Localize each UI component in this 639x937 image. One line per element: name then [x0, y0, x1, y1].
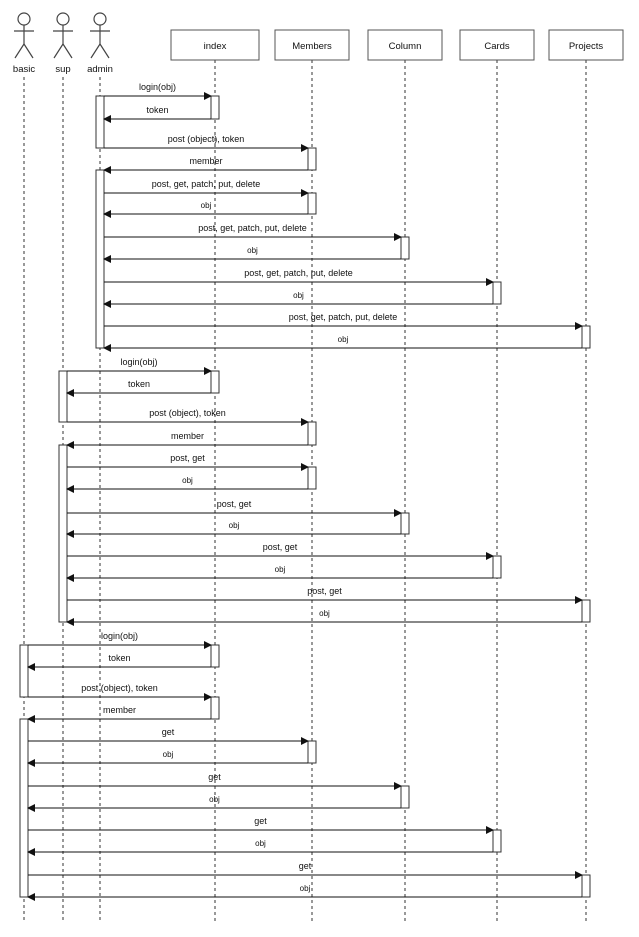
activation-admin: [96, 170, 104, 348]
participant-label: Projects: [568, 41, 604, 52]
message-label: post, get, patch, put, delete: [151, 179, 261, 189]
actor-head-icon: [94, 13, 106, 25]
message-label: get: [254, 816, 267, 826]
message-label: get: [298, 861, 312, 871]
message: [104, 246, 401, 259]
activation-projects: [582, 600, 590, 622]
message-label: obj: [247, 246, 258, 255]
activation-projects: [582, 875, 590, 897]
message: [67, 379, 211, 393]
activation-members: [308, 741, 316, 763]
message: [28, 683, 211, 697]
message-label: post (object), token: [149, 408, 226, 418]
activation-cards: [493, 830, 501, 852]
message: [28, 705, 211, 719]
message-label: post, get: [307, 586, 342, 596]
actor-leg-left: [54, 44, 63, 58]
messages: [28, 82, 582, 897]
message-label: member: [170, 431, 205, 441]
activation-cards: [493, 282, 501, 304]
participant-label: index: [203, 41, 227, 52]
participant-projects: [549, 30, 623, 60]
actor-leg-right: [63, 44, 72, 58]
activation-basic: [20, 645, 28, 697]
message: [67, 357, 211, 371]
message-label: token: [146, 105, 169, 115]
message: [67, 565, 493, 578]
activation-column: [401, 513, 409, 534]
message: [104, 82, 211, 96]
message: [28, 816, 493, 830]
participant-members: [275, 30, 349, 60]
message-label: post (object), token: [81, 683, 158, 693]
message-label: obj: [293, 291, 304, 300]
participant-label: Members: [292, 41, 332, 52]
participant-cards: [460, 30, 534, 60]
message: [104, 312, 582, 326]
activation-members: [308, 193, 316, 214]
message: [28, 861, 582, 875]
activation-projects: [582, 326, 590, 348]
message: [104, 223, 401, 237]
message: [28, 727, 308, 741]
message-label: obj: [200, 201, 212, 210]
message: [104, 134, 308, 148]
message-label: post, get: [170, 453, 205, 463]
message: [28, 631, 211, 645]
message: [67, 499, 401, 513]
participant-label: Column: [388, 41, 422, 52]
actor-label: basic: [12, 64, 36, 75]
message-label: obj: [299, 884, 311, 893]
message: [67, 586, 582, 600]
message: [28, 750, 308, 763]
message-label: get: [161, 727, 175, 737]
message: [28, 839, 493, 852]
message: [104, 105, 211, 119]
message-label: obj: [319, 609, 330, 618]
message: [67, 453, 308, 467]
activation-sup: [59, 371, 67, 422]
message: [28, 884, 582, 897]
message-label: obj: [162, 750, 174, 759]
message-label: get: [208, 772, 221, 782]
message: [104, 179, 308, 193]
actor-admin: [87, 13, 113, 75]
activation-basic: [20, 719, 28, 897]
activation-admin: [96, 96, 104, 148]
message: [104, 291, 493, 304]
lifelines: [24, 60, 586, 922]
message-label: login(obj): [100, 631, 139, 641]
actor-sup: [53, 13, 73, 75]
message-label: post (object), token: [167, 134, 245, 144]
activation-sup: [59, 445, 67, 622]
activation-members: [308, 148, 316, 170]
participant-index: [171, 30, 259, 60]
actor-leg-right: [100, 44, 109, 58]
message-label: obj: [209, 795, 220, 804]
message: [104, 268, 493, 282]
message: [67, 408, 308, 422]
activation-members: [308, 422, 316, 445]
message-label: token: [127, 379, 151, 389]
message-label: login(obj): [138, 82, 177, 92]
message-label: post, get: [216, 499, 252, 509]
activation-index: [211, 697, 219, 719]
actor-head-icon: [18, 13, 30, 25]
message: [104, 201, 308, 214]
message-label: post, get, patch, put, delete: [198, 223, 307, 233]
activation-index: [211, 96, 219, 119]
participant-label: Cards: [484, 41, 510, 52]
activation-bars: [20, 96, 590, 897]
message: [28, 653, 211, 667]
message: [67, 476, 308, 489]
message-label: post, get: [262, 542, 298, 552]
message: [67, 542, 493, 556]
message-label: member: [189, 156, 223, 166]
message-label: obj: [274, 565, 286, 574]
message: [67, 609, 582, 622]
message-label: token: [108, 653, 131, 663]
actor-label: sup: [55, 64, 71, 75]
message-label: obj: [182, 476, 193, 485]
actor-leg-left: [15, 44, 24, 58]
message: [67, 431, 308, 445]
message-label: obj: [337, 335, 349, 344]
message-label: member: [102, 705, 137, 715]
participant-column: [368, 30, 442, 60]
message-label: post, get, patch, put, delete: [288, 312, 398, 322]
message: [104, 156, 308, 170]
actor-leg-left: [91, 44, 100, 58]
activation-index: [211, 371, 219, 393]
activation-index: [211, 645, 219, 667]
actor-basic: [13, 13, 35, 75]
message: [67, 521, 401, 534]
message-label: login(obj): [120, 357, 158, 367]
actor-label: admin: [87, 64, 113, 75]
message-label: obj: [255, 839, 266, 848]
activation-column: [401, 237, 409, 259]
message-label: post, get, patch, put, delete: [244, 268, 353, 278]
activation-column: [401, 786, 409, 808]
activation-cards: [493, 556, 501, 578]
actor-leg-right: [24, 44, 33, 58]
participant-headers: [13, 13, 623, 75]
message: [28, 772, 401, 786]
activation-members: [308, 467, 316, 489]
actor-head-icon: [57, 13, 69, 25]
message: [104, 335, 582, 348]
message-label: obj: [228, 521, 240, 530]
